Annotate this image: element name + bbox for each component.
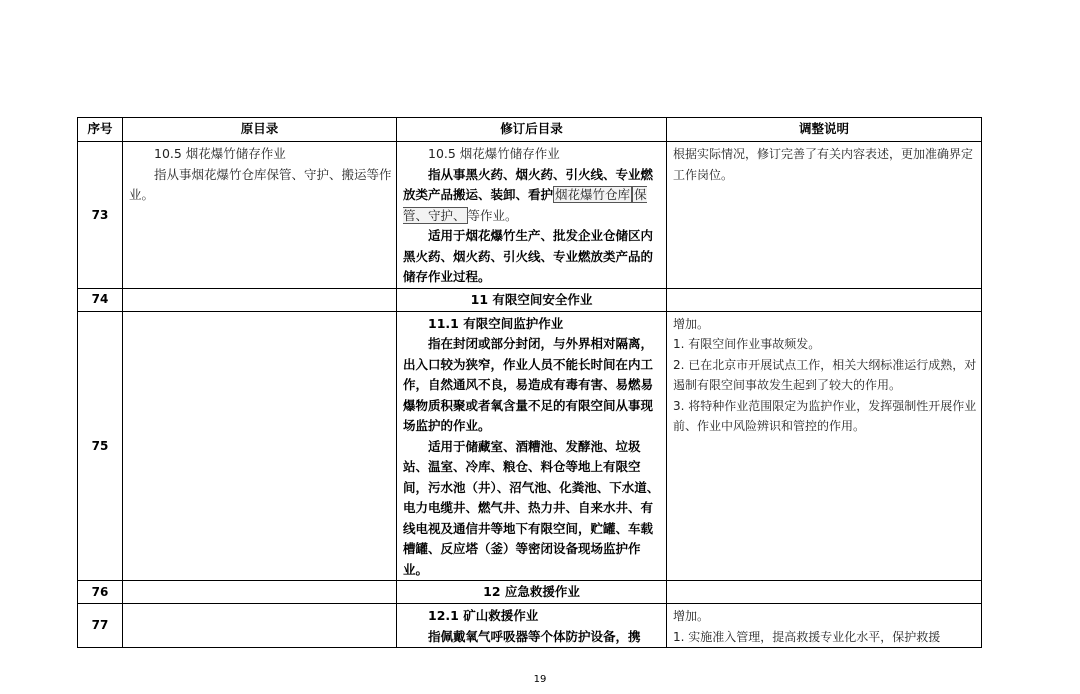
original-catalog-cell bbox=[123, 604, 397, 648]
header-adjustment-note: 调整说明 bbox=[667, 118, 982, 142]
revised-item-body: 指佩戴氧气呼吸器等个体防护设备，携 bbox=[428, 628, 641, 644]
adjustment-note-cell bbox=[667, 311, 982, 581]
original-item-title: 10.5 烟花爆竹储存作业 bbox=[154, 146, 286, 161]
header-original-catalog: 原目录 bbox=[123, 118, 397, 142]
revised-catalog-cell bbox=[397, 288, 667, 311]
row-serial-no: 76 bbox=[78, 581, 123, 604]
header-serial-no: 序号 bbox=[78, 118, 123, 142]
revised-catalog-cell bbox=[397, 142, 667, 289]
adjustment-note-line: 增加。 bbox=[673, 316, 710, 331]
revised-item-scope: 适用于储藏室、酒糟池、发酵池、垃圾站、温室、冷库、粮仓、料仓等地上有限空间，污水池（井）、沼气池、化粪池、下水道、电力电缆井、燃气井、热力井、自来水井、有线电视及通信井等地下有限空间，贮罐、车载槽罐、反应塔（釜）等密闭设备现场监护作业。 bbox=[403, 438, 660, 577]
revised-section-heading: 12 应急救援作业 bbox=[483, 584, 580, 599]
revised-item-scope: 适用于烟花爆竹生产、批发企业仓储区内黑火药、烟火药、引火线、专业燃放类产品的储存作业过程。 bbox=[403, 228, 654, 284]
adjustment-note-line: 2. 已在北京市开展试点工作，相关大纲标准运行成熟，对遏制有限空间事故发生起到了较大的作用。 bbox=[673, 357, 977, 392]
revised-section-heading: 11 有限空间安全作业 bbox=[470, 291, 593, 307]
strikethrough-highlight: 烟花爆竹仓库 bbox=[555, 187, 631, 202]
adjustment-note-cell bbox=[667, 288, 982, 311]
strikethrough-highlight: 保管、守护、 bbox=[403, 187, 647, 223]
table-row bbox=[78, 288, 982, 311]
original-catalog-cell bbox=[123, 311, 397, 581]
original-catalog-cell bbox=[123, 288, 397, 311]
adjustment-note-line: 3. 将特种作业范围限定为监护作业，发挥强制性开展作业前、作业中风险辨识和管控的作用。 bbox=[673, 398, 977, 433]
revised-body-end: 等作业。 bbox=[467, 207, 518, 223]
row-serial-no: 74 bbox=[78, 288, 123, 311]
page-number: 19 bbox=[533, 674, 547, 685]
revised-catalog-cell bbox=[397, 581, 667, 604]
row-serial-no: 77 bbox=[78, 604, 123, 648]
revised-catalog-cell bbox=[397, 311, 667, 581]
table-row bbox=[78, 311, 982, 581]
catalog-revision-table bbox=[77, 117, 982, 648]
adjustment-note-cell bbox=[667, 581, 982, 604]
adjustment-note-line: 增加。 bbox=[673, 609, 710, 623]
adjustment-note-line: 1. 实施准入管理，提高救援专业化水平，保护救援 bbox=[673, 629, 941, 644]
original-catalog-cell bbox=[123, 581, 397, 604]
adjustment-note-line: 1. 有限空间作业事故频发。 bbox=[673, 337, 821, 351]
table-row bbox=[78, 604, 982, 648]
revised-item-title: 10.5 烟花爆竹储存作业 bbox=[428, 146, 560, 161]
adjustment-note-cell bbox=[667, 142, 982, 289]
row-serial-no: 73 bbox=[78, 142, 123, 289]
revised-catalog-cell bbox=[397, 604, 667, 648]
table-header-row bbox=[78, 118, 982, 142]
original-catalog-cell bbox=[123, 142, 397, 289]
catalog-table-container bbox=[77, 117, 981, 648]
adjustment-note-cell bbox=[667, 604, 982, 648]
header-revised-catalog: 修订后目录 bbox=[397, 118, 667, 142]
table-row bbox=[78, 142, 982, 289]
revised-item-title: 11.1 有限空间监护作业 bbox=[428, 315, 564, 331]
adjustment-note-text: 根据实际情况，修订完善了有关内容表述，更加准确界定工作岗位。 bbox=[673, 147, 974, 182]
revised-item-body bbox=[403, 165, 660, 227]
revised-body-text: 指从事黑火药、烟火药、引火线、专业燃放类产品搬运、装卸、看护 bbox=[403, 166, 654, 202]
table-row bbox=[78, 581, 982, 604]
revised-item-title: 12.1 矿山救援作业 bbox=[428, 608, 539, 623]
original-item-body: 指从事烟花爆竹仓库保管、守护、搬运等作业。 bbox=[129, 166, 392, 202]
revised-item-body: 指在封闭或部分封闭，与外界相对隔离，出入口较为狭窄，作业人员不能长时间在内工作，自然通风不良，易造成有毒有害、易燃易爆物质积聚或者氧含量不足的有限空间从事现场监护的作业。 bbox=[403, 336, 654, 433]
row-serial-no: 75 bbox=[78, 311, 123, 581]
